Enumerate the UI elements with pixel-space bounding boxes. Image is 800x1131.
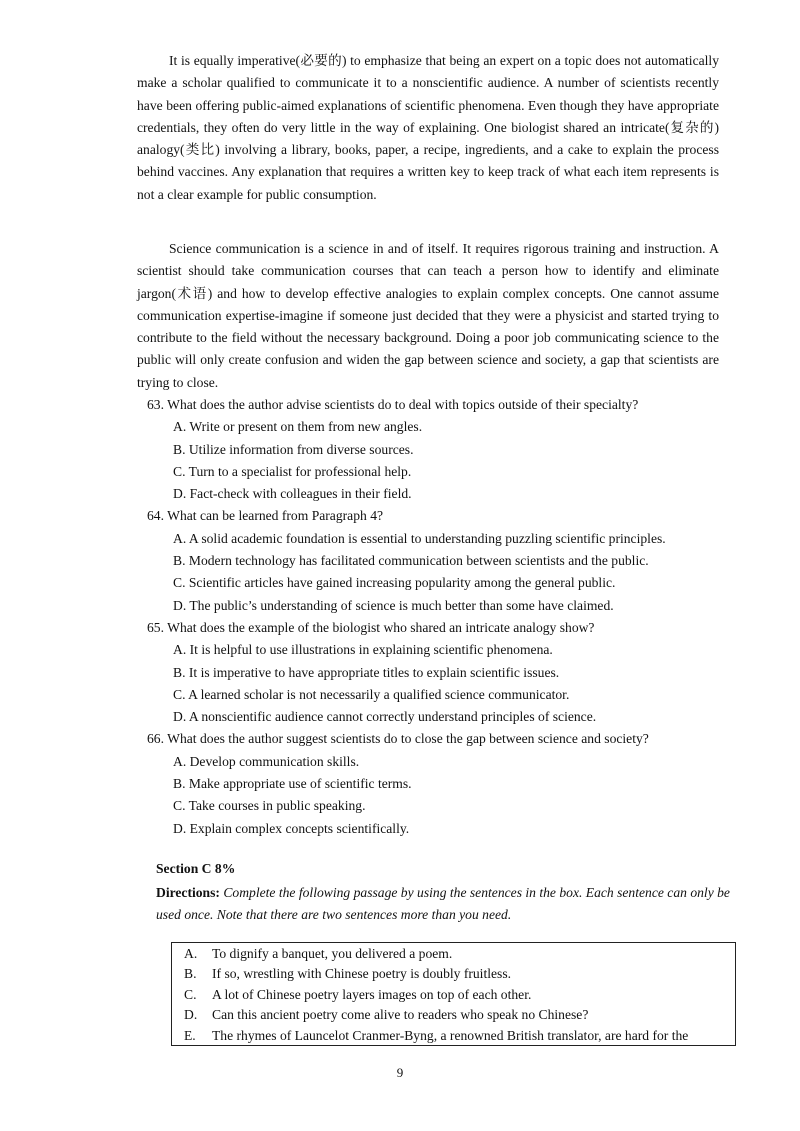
- question-option: C. A learned scholar is not necessarily a qualified science communicator.: [173, 686, 570, 702]
- box-option-text: A lot of Chinese poetry layers images on top of each other.: [212, 986, 532, 1002]
- box-option-letter: E.: [184, 1027, 196, 1043]
- box-option: [172, 1005, 735, 1025]
- question-63: [0, 394, 800, 505]
- box-option-letter: D.: [184, 1007, 198, 1023]
- question-option: D. A nonscientific audience cannot correctly understand principles of science.: [173, 709, 597, 725]
- passage-paragraph: Science communication is a science in and of itself. It requires rigorous training and instruction. A scientist should take communication courses that can teach a person how to identify and eliminate jargon(术语) and how to develop effective analogies to explain complex concepts. One cannot assume communication expertise-imagine if someone just decided that they were a physicist and started trying to contribute to the field without the necessary background. Doing a poor job communicating science to the public will only create confusion and widen the gap between science and society, a gap that scientists are trying to close.: [137, 241, 719, 390]
- section-title: Section C 8%: [156, 861, 236, 876]
- sentence-box: [171, 942, 736, 1046]
- question-option: A. It is helpful to use illustrations in explaining scientific phenomena.: [173, 642, 553, 658]
- question-option: D. The public’s understanding of science is much better than some have claimed.: [173, 597, 614, 613]
- question-option: A. Develop communication skills.: [173, 753, 360, 769]
- question-stem: 65. What does the example of the biologist who shared an intricate analogy show?: [147, 619, 595, 635]
- question-option: B. Utilize information from diverse sources.: [173, 441, 414, 457]
- question-option: B. Make appropriate use of scientific terms.: [173, 776, 412, 792]
- question-option: C. Turn to a specialist for professional help.: [173, 463, 412, 479]
- question-65: [0, 617, 800, 728]
- box-option: [172, 985, 735, 1005]
- section-c: [156, 858, 736, 927]
- question-list: [0, 394, 800, 840]
- question-66: [0, 728, 800, 839]
- question-option: D. Fact-check with colleagues in their field.: [173, 486, 412, 502]
- question-option: B. Modern technology has facilitated communication between scientists and the public.: [173, 553, 649, 569]
- question-stem: 64. What can be learned from Paragraph 4?: [147, 508, 384, 524]
- box-option-text: Can this ancient poetry come alive to readers who speak no Chinese?: [212, 1007, 589, 1023]
- box-option-letter: A.: [184, 946, 198, 961]
- box-option: [172, 1026, 735, 1046]
- page-number: 9: [396, 1065, 404, 1080]
- question-option: C. Take courses in public speaking.: [173, 798, 366, 814]
- directions-text: Complete the following passage by using the sentences in the box. Each sentence can only be used once. Note that there are two sentences more than you need.: [156, 885, 730, 923]
- box-option-letter: B.: [184, 966, 197, 982]
- box-option-text: If so, wrestling with Chinese poetry is doubly fruitless.: [212, 966, 512, 982]
- directions-label: Directions:: [156, 885, 220, 900]
- box-option-text: The rhymes of Launcelot Cranmer-Byng, a renowned British translator, are hard for the: [212, 1027, 689, 1043]
- box-option: [172, 964, 735, 984]
- box-option-text: To dignify a banquet, you delivered a poem.: [212, 946, 453, 961]
- question-64: [0, 505, 800, 616]
- passage-paragraph: It is equally imperative(必要的) to emphasize that being an expert on a topic does not automatically make a scholar qualified to communicate it to a nonscientific audience. A number of scientists recently have been offering public-aimed explanations of scientific phenomena. Even though they have appropriate credentials, they often do very little in the way of explaining. One biologist shared an intricate(复杂的) analogy(类比) involving a library, books, paper, a recipe, ingredients, and a cake to explain the process behind vaccines. Any explanation that requires a written key to keep track of what each item represents is not a clear example for public consumption.: [137, 53, 719, 202]
- question-option: A. Write or present on them from new angles.: [173, 419, 423, 435]
- directions: [156, 882, 736, 927]
- question-option: D. Explain complex concepts scientifically.: [173, 820, 410, 836]
- question-option: B. It is imperative to have appropriate titles to explain scientific issues.: [173, 664, 560, 680]
- question-option: C. Scientific articles have gained increasing popularity among the general public.: [173, 575, 616, 591]
- box-option-letter: C.: [184, 986, 197, 1002]
- question-option: A. A solid academic foundation is essential to understanding puzzling scientific principles.: [173, 530, 666, 546]
- question-stem: 63. What does the author advise scientists do to deal with topics outside of their specialty?: [147, 397, 639, 412]
- question-stem: 66. What does the author suggest scientists do to close the gap between science and society?: [147, 731, 649, 747]
- box-option: [172, 944, 735, 964]
